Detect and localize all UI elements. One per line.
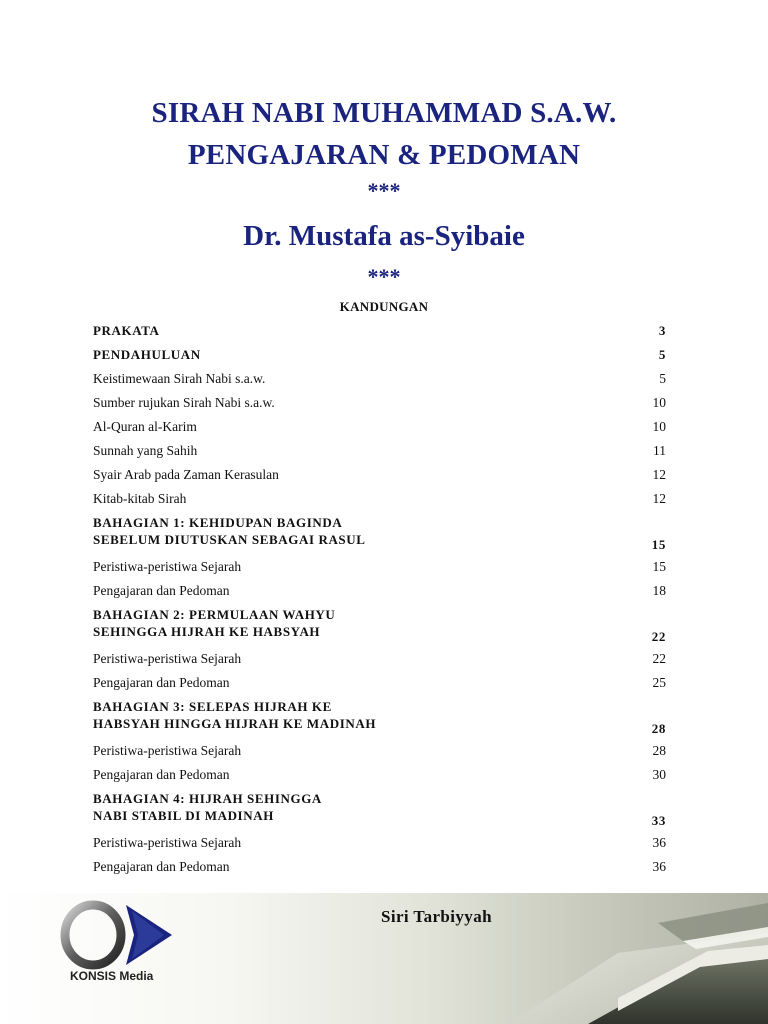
toc-section-line1: BAHAGIAN 3: SELEPAS HIJRAH KE xyxy=(93,699,332,714)
toc-row xyxy=(93,415,666,439)
toc-label: Keistimewaan Sirah Nabi s.a.w. xyxy=(93,371,266,386)
toc-label: Syair Arab pada Zaman Kerasulan xyxy=(93,467,279,482)
book-title-line1: SIRAH NABI MUHAMMAD S.A.W. xyxy=(151,97,617,129)
toc-row xyxy=(93,739,666,763)
toc-section-line2: HABSYAH HINGGA HIJRAH KE MADINAH xyxy=(93,716,377,731)
toc-row xyxy=(93,439,666,463)
toc-label: PRAKATA xyxy=(93,323,160,338)
toc-row xyxy=(93,463,666,487)
toc-page: 10 xyxy=(652,395,666,410)
toc-section-line2: SEHINGGA HIJRAH KE HABSYAH xyxy=(93,624,321,639)
toc-page: 10 xyxy=(652,419,666,434)
toc-page: 12 xyxy=(652,491,666,506)
toc-page: 28 xyxy=(651,721,666,736)
toc-label: Peristiwa-peristiwa Sejarah xyxy=(93,559,242,574)
contents-heading: KANDUNGAN xyxy=(339,299,429,314)
toc-label: Sumber rujukan Sirah Nabi s.a.w. xyxy=(93,395,275,410)
toc-label: Kitab-kitab Sirah xyxy=(93,491,187,506)
konsis-logo-icon xyxy=(60,899,178,971)
toc-row xyxy=(93,647,666,671)
toc-row xyxy=(93,319,666,343)
toc-section-row xyxy=(93,787,666,831)
toc-label: Pengajaran dan Pedoman xyxy=(93,767,230,782)
toc-label: Sunnah yang Sahih xyxy=(93,443,198,458)
toc-page: 5 xyxy=(658,347,666,362)
toc-label: Peristiwa-peristiwa Sejarah xyxy=(93,743,242,758)
toc-row xyxy=(93,763,666,787)
toc-page: 30 xyxy=(652,767,666,782)
toc-page: 22 xyxy=(652,651,666,666)
toc-row xyxy=(93,555,666,579)
toc-row xyxy=(93,367,666,391)
toc-page: 22 xyxy=(651,629,666,644)
toc-page: 36 xyxy=(652,859,666,874)
publisher-name: KONSIS Media xyxy=(70,969,154,983)
toc-row xyxy=(93,579,666,603)
toc-label: PENDAHULUAN xyxy=(93,347,201,362)
toc-page: 3 xyxy=(658,323,666,338)
toc-row xyxy=(93,831,666,855)
toc-section-line1: BAHAGIAN 1: KEHIDUPAN BAGINDA xyxy=(93,515,343,530)
toc-section-line2: NABI STABIL DI MADINAH xyxy=(93,808,274,823)
toc-row xyxy=(93,487,666,511)
toc-page: 15 xyxy=(651,537,666,552)
toc-page: 33 xyxy=(651,813,666,828)
series-name: Siri Tarbiyyah xyxy=(381,907,492,926)
toc-section-line2: SEBELUM DIUTUSKAN SEBAGAI RASUL xyxy=(93,532,366,547)
book-title-line2: PENGAJARAN & PEDOMAN xyxy=(187,139,581,171)
toc-label: Pengajaran dan Pedoman xyxy=(93,583,230,598)
author-name: Dr. Mustafa as-Syibaie xyxy=(243,220,525,252)
toc-row xyxy=(93,343,666,367)
toc-page: 25 xyxy=(652,675,666,690)
toc-section-line1: BAHAGIAN 2: PERMULAAN WAHYU xyxy=(93,607,336,622)
toc-section-row xyxy=(93,603,666,647)
title-block xyxy=(0,92,768,292)
table-of-contents xyxy=(93,319,666,879)
toc-row xyxy=(93,671,666,695)
toc-page: 5 xyxy=(659,371,666,386)
toc-label: Pengajaran dan Pedoman xyxy=(93,675,230,690)
toc-page: 36 xyxy=(652,835,666,850)
toc-page: 15 xyxy=(652,559,666,574)
toc-label: Pengajaran dan Pedoman xyxy=(93,859,230,874)
toc-page: 18 xyxy=(652,583,666,598)
toc-page: 11 xyxy=(653,443,666,458)
toc-label: Peristiwa-peristiwa Sejarah xyxy=(93,651,242,666)
toc-section-row xyxy=(93,695,666,739)
separator-stars: *** xyxy=(367,264,401,289)
toc-row xyxy=(93,855,666,879)
toc-section-row xyxy=(93,511,666,555)
footer-banner xyxy=(0,893,768,1024)
toc-section-line1: BAHAGIAN 4: HIJRAH SEHINGGA xyxy=(93,791,322,806)
toc-label: Al-Quran al-Karim xyxy=(93,419,197,434)
toc-row xyxy=(93,391,666,415)
toc-page: 12 xyxy=(652,467,666,482)
toc-page: 28 xyxy=(652,743,666,758)
separator-stars: *** xyxy=(367,178,401,203)
toc-label: Peristiwa-peristiwa Sejarah xyxy=(93,835,242,850)
books-image-icon xyxy=(468,893,768,1024)
